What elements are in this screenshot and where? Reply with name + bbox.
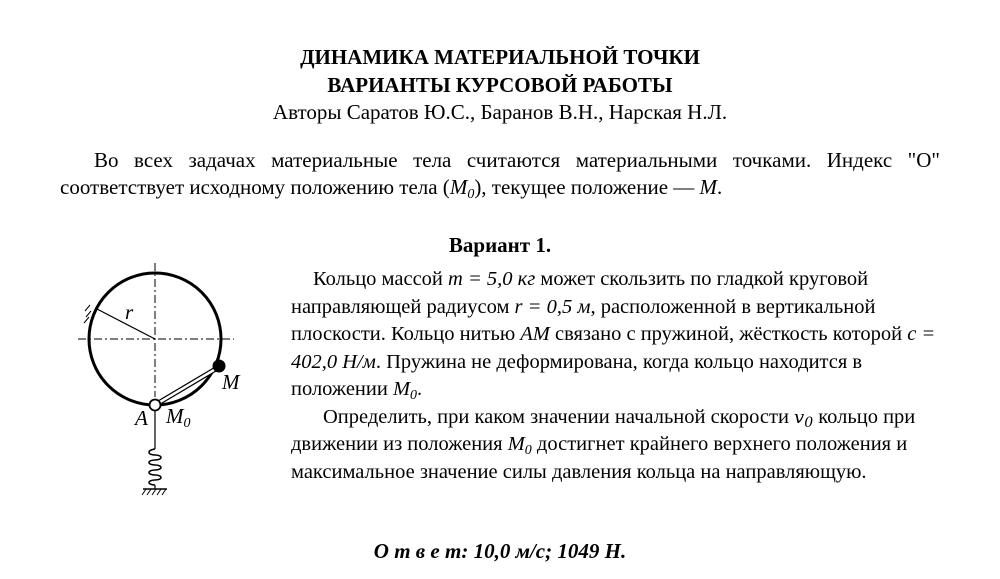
thread-label: AM [520,323,550,345]
problem-text [291,266,936,486]
label-a: A [135,406,148,430]
problem-paragraph-1: Кольцо массой m = 5,0 кг может скользить по гладкой круговой направляющей радиусом r = 0,5 м, расположенной в вертикальной плоскости. Кольцо нитью AM связано с пружиной, жёсткость которой с = 402,0 Н/м. Пружина не деформирована, когда кольцо находится в положении $M_0$. [291,268,936,403]
answer-line: О т в е т: 10,0 м/с; 1049 Н. [373,539,627,563]
intro-m: M [699,175,718,199]
stiffness-value: с = 402,0 Н/м [291,323,936,373]
position-m0: $M_0$ [392,378,418,403]
ring-diagram [70,255,270,505]
label-m: M [222,370,240,394]
problem-paragraph-2: Определить, при каком значении начальной скорости $v_0$ кольцо при движении из положения $M_0$ достигнет крайнего верхнего положения и максимальное значение силы давления кольца на направляющую. [291,405,916,483]
thread-am-inner [155,367,219,405]
intro-text-1: Во всех задачах материальные тела считаются материальными точками. Индекс "О" соответствует исходному положению тела ( [60,148,940,199]
mass-value: m = 5,0 кг [448,268,536,290]
document-title-line1: ДИНАМИКА МАТЕРИАЛЬНОЙ ТОЧКИ [300,45,700,69]
ground-hatch [142,489,166,495]
velocity-v0: $v_0$ [794,406,814,431]
position-m0-2: $M_0$ [507,433,532,458]
label-m0: M0 [166,404,191,431]
spring-coil [149,449,161,485]
intro-m0: $M_0$ [449,175,475,202]
variant-title: Вариант 1. [448,233,552,257]
intro-text-2: ), текущее положение — [474,175,700,199]
point-a-m0 [150,400,161,411]
document-title-line2: ВАРИАНТЫ КУРСОВОЙ РАБОТЫ [327,73,673,97]
authors-line: Авторы Саратов Ю.С., Баранов В.Н., Нарская Н.Л. [272,100,728,124]
intro-paragraph: Во всех задачах материальные тела считаются материальными точками. Индекс "О" соответствует исходному положению тела $(M_0)$, текущее положение — M. [60,148,940,202]
radius-value: r = 0,5 м [514,295,591,318]
hatch-marks [84,305,91,323]
ring-diagram-svg [70,255,270,500]
label-r: r [125,300,134,324]
